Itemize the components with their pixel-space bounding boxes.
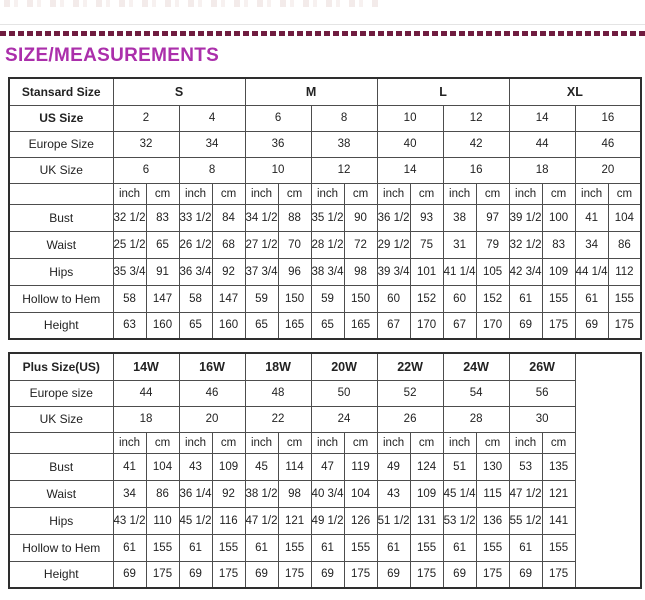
row-label: Hollow to Hem <box>9 534 113 561</box>
measure-value-cell: 155 <box>410 534 443 561</box>
measure-value-cell: 36 3/4 <box>179 258 212 285</box>
row-label: UK Size <box>9 406 113 432</box>
measure-value-cell: 175 <box>410 561 443 588</box>
measure-value-cell: 39 3/4 <box>377 258 410 285</box>
measure-value-cell: 119 <box>344 453 377 480</box>
measure-value-cell: 69 <box>113 561 146 588</box>
unit-cell: inch <box>311 183 344 204</box>
measure-value-cell: 155 <box>542 285 575 312</box>
measure-value-cell: 155 <box>542 534 575 561</box>
measure-value-cell: 175 <box>278 561 311 588</box>
size-value-cell: 2 <box>113 105 179 131</box>
page-title: SIZE/MEASUREMENTS <box>5 45 220 66</box>
measure-value-cell: 90 <box>344 204 377 231</box>
row-label: Hips <box>9 507 113 534</box>
measure-value-cell: 155 <box>278 534 311 561</box>
measure-value-cell: 98 <box>344 258 377 285</box>
unit-cell: cm <box>410 432 443 453</box>
measure-value-cell: 86 <box>608 231 641 258</box>
measure-value-cell: 65 <box>311 312 344 339</box>
unit-cell: inch <box>443 183 476 204</box>
measure-value-cell: 165 <box>278 312 311 339</box>
unit-cell: inch <box>311 432 344 453</box>
size-value-cell: 4 <box>179 105 245 131</box>
measure-value-cell: 109 <box>212 453 245 480</box>
measure-value-cell: 58 <box>113 285 146 312</box>
measure-value-cell: 61 <box>311 534 344 561</box>
measure-value-cell: 69 <box>377 561 410 588</box>
measure-value-cell: 83 <box>146 204 179 231</box>
measure-value-cell: 28 1/2 <box>311 231 344 258</box>
measure-value-cell: 105 <box>476 258 509 285</box>
measure-value-cell: 26 1/2 <box>179 231 212 258</box>
row-label: Europe Size <box>9 131 113 157</box>
measure-value-cell: 112 <box>608 258 641 285</box>
measure-value-cell: 67 <box>377 312 410 339</box>
size-value-cell: 8 <box>311 105 377 131</box>
dashed-divider <box>0 31 645 36</box>
measure-value-cell: 175 <box>146 561 179 588</box>
measure-value-cell: 115 <box>476 480 509 507</box>
row-label: US Size <box>9 105 113 131</box>
measure-value-cell: 147 <box>146 285 179 312</box>
measure-value-cell: 51 1/2 <box>377 507 410 534</box>
size-value-cell: 46 <box>179 380 245 406</box>
measure-value-cell: 61 <box>509 534 542 561</box>
measure-value-cell: 25 1/2 <box>113 231 146 258</box>
unit-cell: cm <box>344 183 377 204</box>
size-value-cell: 48 <box>245 380 311 406</box>
unit-cell: cm <box>212 183 245 204</box>
unit-cell: inch <box>179 183 212 204</box>
measure-value-cell: 84 <box>212 204 245 231</box>
size-value-cell: 10 <box>377 105 443 131</box>
measure-value-cell: 126 <box>344 507 377 534</box>
measure-value-cell: 97 <box>476 204 509 231</box>
size-value-cell: 30 <box>509 406 575 432</box>
size-value-cell: 32 <box>113 131 179 157</box>
size-group-header: 22W <box>377 353 443 380</box>
measure-value-cell: 43 <box>377 480 410 507</box>
size-group-header: L <box>377 78 509 105</box>
measure-value-cell: 61 <box>377 534 410 561</box>
measure-value-cell: 38 3/4 <box>311 258 344 285</box>
measure-value-cell: 160 <box>146 312 179 339</box>
measure-value-cell: 53 <box>509 453 542 480</box>
measure-value-cell: 61 <box>179 534 212 561</box>
size-value-cell: 54 <box>443 380 509 406</box>
size-value-cell: 34 <box>179 131 245 157</box>
measure-value-cell: 65 <box>146 231 179 258</box>
measure-value-cell: 34 <box>113 480 146 507</box>
size-value-cell: 44 <box>509 131 575 157</box>
size-group-header: 20W <box>311 353 377 380</box>
measure-value-cell: 59 <box>245 285 278 312</box>
measure-value-cell: 35 3/4 <box>113 258 146 285</box>
unit-cell: cm <box>146 183 179 204</box>
measure-value-cell: 61 <box>575 285 608 312</box>
measure-value-cell: 91 <box>146 258 179 285</box>
size-value-cell: 8 <box>179 157 245 183</box>
unit-cell: cm <box>278 183 311 204</box>
plus-size-table <box>8 352 642 589</box>
measure-value-cell: 175 <box>542 561 575 588</box>
measure-value-cell: 27 1/2 <box>245 231 278 258</box>
unit-cell: cm <box>542 183 575 204</box>
size-value-cell: 42 <box>443 131 509 157</box>
measure-value-cell: 92 <box>212 480 245 507</box>
measure-value-cell: 92 <box>212 258 245 285</box>
measure-value-cell: 147 <box>212 285 245 312</box>
measure-value-cell: 38 <box>443 204 476 231</box>
size-value-cell: 28 <box>443 406 509 432</box>
size-value-cell: 12 <box>311 157 377 183</box>
size-group-header: 18W <box>245 353 311 380</box>
unit-cell: inch <box>509 432 542 453</box>
measure-value-cell: 175 <box>212 561 245 588</box>
unit-row-label <box>9 432 113 453</box>
row-label: Hips <box>9 258 113 285</box>
measure-value-cell: 121 <box>542 480 575 507</box>
size-group-header: 14W <box>113 353 179 380</box>
size-group-header: S <box>113 78 245 105</box>
size-group-header: M <box>245 78 377 105</box>
measure-value-cell: 39 1/2 <box>509 204 542 231</box>
measure-value-cell: 69 <box>509 312 542 339</box>
measure-value-cell: 35 1/2 <box>311 204 344 231</box>
unit-cell: cm <box>212 432 245 453</box>
measure-value-cell: 121 <box>278 507 311 534</box>
measure-value-cell: 83 <box>542 231 575 258</box>
measure-value-cell: 175 <box>344 561 377 588</box>
measure-value-cell: 109 <box>410 480 443 507</box>
measure-value-cell: 34 <box>575 231 608 258</box>
unit-cell: inch <box>179 432 212 453</box>
measure-value-cell: 79 <box>476 231 509 258</box>
measure-value-cell: 42 3/4 <box>509 258 542 285</box>
measure-value-cell: 104 <box>344 480 377 507</box>
measure-value-cell: 130 <box>476 453 509 480</box>
unit-cell: inch <box>245 183 278 204</box>
size-value-cell: 26 <box>377 406 443 432</box>
measure-value-cell: 155 <box>608 285 641 312</box>
row-label: Europe size <box>9 380 113 406</box>
unit-cell: inch <box>113 432 146 453</box>
measure-value-cell: 49 <box>377 453 410 480</box>
measure-value-cell: 51 <box>443 453 476 480</box>
measure-value-cell: 45 1/4 <box>443 480 476 507</box>
size-value-cell: 14 <box>509 105 575 131</box>
size-value-cell: 16 <box>575 105 641 131</box>
size-value-cell: 52 <box>377 380 443 406</box>
measure-value-cell: 155 <box>476 534 509 561</box>
measure-value-cell: 109 <box>542 258 575 285</box>
measure-value-cell: 60 <box>443 285 476 312</box>
measure-value-cell: 47 <box>311 453 344 480</box>
measure-value-cell: 69 <box>311 561 344 588</box>
measure-value-cell: 63 <box>113 312 146 339</box>
unit-cell: inch <box>575 183 608 204</box>
unit-cell: cm <box>278 432 311 453</box>
size-value-cell: 40 <box>377 131 443 157</box>
divider-hairline <box>0 24 645 25</box>
size-value-cell: 24 <box>311 406 377 432</box>
measure-value-cell: 175 <box>476 561 509 588</box>
measure-value-cell: 93 <box>410 204 443 231</box>
measure-value-cell: 124 <box>410 453 443 480</box>
measure-value-cell: 70 <box>278 231 311 258</box>
measure-value-cell: 43 <box>179 453 212 480</box>
size-value-cell: 22 <box>245 406 311 432</box>
size-value-cell: 6 <box>113 157 179 183</box>
measure-value-cell: 104 <box>146 453 179 480</box>
measure-value-cell: 170 <box>410 312 443 339</box>
measure-value-cell: 68 <box>212 231 245 258</box>
measure-value-cell: 45 <box>245 453 278 480</box>
cropped-top-text <box>4 0 378 7</box>
measure-value-cell: 155 <box>212 534 245 561</box>
unit-cell: cm <box>410 183 443 204</box>
measure-value-cell: 175 <box>542 312 575 339</box>
unit-row-label <box>9 183 113 204</box>
measure-value-cell: 33 1/2 <box>179 204 212 231</box>
measure-value-cell: 165 <box>344 312 377 339</box>
unit-cell: cm <box>476 183 509 204</box>
size-value-cell: 10 <box>245 157 311 183</box>
measure-value-cell: 41 <box>113 453 146 480</box>
measure-value-cell: 65 <box>245 312 278 339</box>
unit-cell: cm <box>542 432 575 453</box>
row-label: UK Size <box>9 157 113 183</box>
size-value-cell: 18 <box>113 406 179 432</box>
row-label: Hollow to Hem <box>9 285 113 312</box>
measure-value-cell: 110 <box>146 507 179 534</box>
measure-value-cell: 44 1/4 <box>575 258 608 285</box>
measure-value-cell: 135 <box>542 453 575 480</box>
measure-value-cell: 34 1/2 <box>245 204 278 231</box>
size-value-cell: 20 <box>575 157 641 183</box>
measure-value-cell: 152 <box>476 285 509 312</box>
measure-value-cell: 36 1/2 <box>377 204 410 231</box>
measure-value-cell: 131 <box>410 507 443 534</box>
row-label: Waist <box>9 231 113 258</box>
measure-value-cell: 72 <box>344 231 377 258</box>
measure-value-cell: 141 <box>542 507 575 534</box>
measure-value-cell: 41 1/4 <box>443 258 476 285</box>
measure-value-cell: 98 <box>278 480 311 507</box>
unit-cell: inch <box>245 432 278 453</box>
measure-value-cell: 47 1/2 <box>245 507 278 534</box>
measure-value-cell: 69 <box>443 561 476 588</box>
measure-value-cell: 88 <box>278 204 311 231</box>
size-group-header: XL <box>509 78 641 105</box>
unit-cell: inch <box>113 183 146 204</box>
measure-value-cell: 53 1/2 <box>443 507 476 534</box>
measure-value-cell: 86 <box>146 480 179 507</box>
measure-value-cell: 45 1/2 <box>179 507 212 534</box>
unit-cell: cm <box>476 432 509 453</box>
row-label: Bust <box>9 453 113 480</box>
row-label: Height <box>9 312 113 339</box>
size-value-cell: 12 <box>443 105 509 131</box>
measure-value-cell: 150 <box>278 285 311 312</box>
measure-value-cell: 59 <box>311 285 344 312</box>
unit-cell: cm <box>344 432 377 453</box>
measure-value-cell: 150 <box>344 285 377 312</box>
measure-value-cell: 155 <box>146 534 179 561</box>
measure-value-cell: 170 <box>476 312 509 339</box>
size-group-header: 26W <box>509 353 575 380</box>
measure-value-cell: 49 1/2 <box>311 507 344 534</box>
measure-value-cell: 116 <box>212 507 245 534</box>
measure-value-cell: 61 <box>245 534 278 561</box>
measure-value-cell: 36 1/4 <box>179 480 212 507</box>
row-label: Waist <box>9 480 113 507</box>
size-value-cell: 44 <box>113 380 179 406</box>
measure-value-cell: 152 <box>410 285 443 312</box>
measure-value-cell: 55 1/2 <box>509 507 542 534</box>
size-group-header: 16W <box>179 353 245 380</box>
measure-value-cell: 58 <box>179 285 212 312</box>
measure-value-cell: 61 <box>443 534 476 561</box>
measure-value-cell: 32 1/2 <box>509 231 542 258</box>
row-label: Height <box>9 561 113 588</box>
measure-value-cell: 32 1/2 <box>113 204 146 231</box>
measure-value-cell: 40 3/4 <box>311 480 344 507</box>
measure-value-cell: 41 <box>575 204 608 231</box>
size-value-cell: 14 <box>377 157 443 183</box>
unit-cell: inch <box>509 183 542 204</box>
measure-value-cell: 104 <box>608 204 641 231</box>
size-value-cell: 46 <box>575 131 641 157</box>
unit-cell: inch <box>443 432 476 453</box>
size-group-header: 24W <box>443 353 509 380</box>
measure-value-cell: 43 1/2 <box>113 507 146 534</box>
size-value-cell: 38 <box>311 131 377 157</box>
unit-cell: cm <box>146 432 179 453</box>
unit-cell: inch <box>377 183 410 204</box>
measure-value-cell: 61 <box>509 285 542 312</box>
measure-value-cell: 69 <box>245 561 278 588</box>
measure-value-cell: 96 <box>278 258 311 285</box>
row-label: Bust <box>9 204 113 231</box>
size-value-cell: 36 <box>245 131 311 157</box>
measure-value-cell: 155 <box>344 534 377 561</box>
measure-value-cell: 47 1/2 <box>509 480 542 507</box>
measure-value-cell: 136 <box>476 507 509 534</box>
unit-cell: cm <box>608 183 641 204</box>
measure-value-cell: 67 <box>443 312 476 339</box>
table-header-label: Stansard Size <box>9 78 113 105</box>
measure-value-cell: 31 <box>443 231 476 258</box>
measure-value-cell: 61 <box>113 534 146 561</box>
measure-value-cell: 160 <box>212 312 245 339</box>
measure-value-cell: 101 <box>410 258 443 285</box>
measure-value-cell: 29 1/2 <box>377 231 410 258</box>
measure-value-cell: 38 1/2 <box>245 480 278 507</box>
measure-value-cell: 100 <box>542 204 575 231</box>
measure-value-cell: 69 <box>179 561 212 588</box>
measure-value-cell: 37 3/4 <box>245 258 278 285</box>
size-value-cell: 20 <box>179 406 245 432</box>
measure-value-cell: 60 <box>377 285 410 312</box>
size-value-cell: 18 <box>509 157 575 183</box>
measure-value-cell: 175 <box>608 312 641 339</box>
measure-value-cell: 65 <box>179 312 212 339</box>
measure-value-cell: 69 <box>575 312 608 339</box>
measure-value-cell: 69 <box>509 561 542 588</box>
size-value-cell: 6 <box>245 105 311 131</box>
size-value-cell: 16 <box>443 157 509 183</box>
standard-size-table <box>8 77 642 340</box>
measure-value-cell: 114 <box>278 453 311 480</box>
empty-cell <box>575 353 641 588</box>
size-value-cell: 56 <box>509 380 575 406</box>
unit-cell: inch <box>377 432 410 453</box>
size-value-cell: 50 <box>311 380 377 406</box>
table-header-label: Plus Size(US) <box>9 353 113 380</box>
measure-value-cell: 75 <box>410 231 443 258</box>
